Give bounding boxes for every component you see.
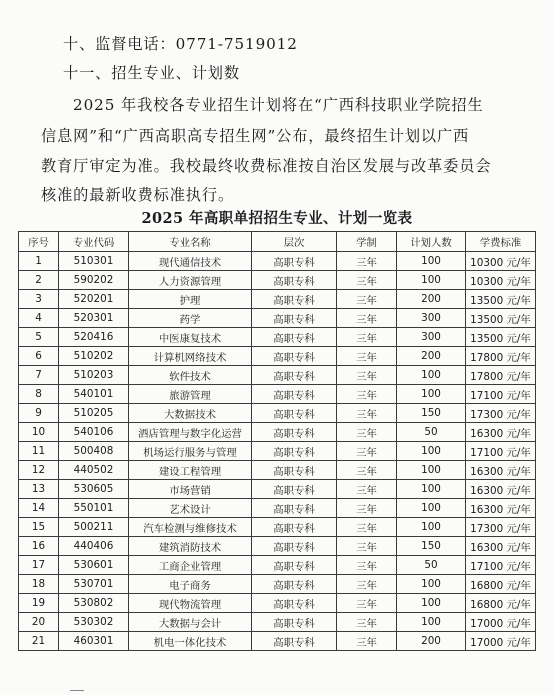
- cell-tuition: 17800 元/年: [466, 366, 536, 385]
- cell-tuition: 16800 元/年: [466, 575, 536, 594]
- cell-quota: 200: [397, 347, 466, 366]
- cell-duration: 三年: [337, 423, 397, 442]
- cell-index: 17: [19, 556, 59, 575]
- paragraph-line-4: 核准的最新收费标准执行。: [41, 186, 235, 204]
- cell-level: 高职专科: [252, 385, 337, 404]
- cell-tuition: 10300 元/年: [466, 252, 536, 271]
- header-tuition: 学费标准: [466, 232, 536, 252]
- cell-quota: 100: [397, 271, 466, 290]
- cell-duration: 三年: [337, 366, 397, 385]
- cell-duration: 三年: [337, 252, 397, 271]
- cell-major: 建设工程管理: [129, 461, 252, 480]
- cell-tuition: 17300 元/年: [466, 404, 536, 423]
- cell-quota: 300: [397, 328, 466, 347]
- table-row: [19, 423, 536, 442]
- cell-duration: 三年: [337, 537, 397, 556]
- cell-index: 8: [19, 385, 59, 404]
- cell-quota: 100: [397, 613, 466, 632]
- cell-level: 高职专科: [252, 423, 337, 442]
- cell-tuition: 17300 元/年: [466, 518, 536, 537]
- cell-quota: 150: [397, 537, 466, 556]
- cell-major: 艺术设计: [129, 499, 252, 518]
- cell-quota: 100: [397, 461, 466, 480]
- cell-major: 护理: [129, 290, 252, 309]
- cell-index: 13: [19, 480, 59, 499]
- cell-code: 540106: [59, 423, 129, 442]
- cell-duration: 三年: [337, 518, 397, 537]
- cell-level: 高职专科: [252, 290, 337, 309]
- table-row: [19, 366, 536, 385]
- cell-code: 510301: [59, 252, 129, 271]
- table-header-row: [19, 232, 536, 252]
- table-row: [19, 328, 536, 347]
- cell-code: 510205: [59, 404, 129, 423]
- cell-index: 6: [19, 347, 59, 366]
- cell-quota: 100: [397, 442, 466, 461]
- cell-index: 19: [19, 594, 59, 613]
- cell-tuition: 16300 元/年: [466, 480, 536, 499]
- table-row: [19, 499, 536, 518]
- cell-level: 高职专科: [252, 252, 337, 271]
- header-major: 专业名称: [129, 232, 252, 252]
- cell-major: 中医康复技术: [129, 328, 252, 347]
- paragraph-line-2: 信息网”和“广西高职高专招生网”公布，最终招生计划以广西: [41, 127, 470, 145]
- table-row: [19, 442, 536, 461]
- supervision-phone-line: 十、监督电话：0771-7519012: [63, 35, 298, 53]
- cell-quota: 100: [397, 252, 466, 271]
- cell-code: 520201: [59, 290, 129, 309]
- cell-major: 现代物流管理: [129, 594, 252, 613]
- cell-duration: 三年: [337, 461, 397, 480]
- cell-index: 21: [19, 632, 59, 651]
- cell-tuition: 17100 元/年: [466, 442, 536, 461]
- cell-level: 高职专科: [252, 271, 337, 290]
- cell-duration: 三年: [337, 442, 397, 461]
- cell-code: 460301: [59, 632, 129, 651]
- cell-tuition: 17100 元/年: [466, 385, 536, 404]
- cell-major: 现代通信技术: [129, 252, 252, 271]
- cell-tuition: 16300 元/年: [466, 423, 536, 442]
- cell-code: 440502: [59, 461, 129, 480]
- cell-major: 机场运行服务与管理: [129, 442, 252, 461]
- cell-major: 旅游管理: [129, 385, 252, 404]
- cell-quota: 100: [397, 366, 466, 385]
- cell-index: 7: [19, 366, 59, 385]
- cell-level: 高职专科: [252, 499, 337, 518]
- table-row: [19, 537, 536, 556]
- cell-tuition: 13500 元/年: [466, 309, 536, 328]
- cell-major: 大数据与会计: [129, 613, 252, 632]
- cell-tuition: 17000 元/年: [466, 613, 536, 632]
- table-row: [19, 290, 536, 309]
- cell-level: 高职专科: [252, 461, 337, 480]
- cell-level: 高职专科: [252, 480, 337, 499]
- cell-duration: 三年: [337, 309, 397, 328]
- cell-quota: 50: [397, 423, 466, 442]
- cell-level: 高职专科: [252, 404, 337, 423]
- cell-duration: 三年: [337, 328, 397, 347]
- footer-rule: [70, 690, 84, 691]
- cell-index: 4: [19, 309, 59, 328]
- cell-level: 高职专科: [252, 442, 337, 461]
- cell-duration: 三年: [337, 404, 397, 423]
- cell-tuition: 17100 元/年: [466, 556, 536, 575]
- cell-code: 530802: [59, 594, 129, 613]
- table-row: [19, 632, 536, 651]
- cell-index: 3: [19, 290, 59, 309]
- cell-quota: 100: [397, 594, 466, 613]
- table-row: [19, 385, 536, 404]
- cell-index: 14: [19, 499, 59, 518]
- cell-level: 高职专科: [252, 594, 337, 613]
- cell-level: 高职专科: [252, 518, 337, 537]
- cell-tuition: 17800 元/年: [466, 347, 536, 366]
- cell-quota: 100: [397, 499, 466, 518]
- cell-index: 10: [19, 423, 59, 442]
- cell-major: 酒店管理与数字化运营: [129, 423, 252, 442]
- paragraph-line-1: 2025 年我校各专业招生计划将在“广西科技职业学院招生: [73, 96, 484, 114]
- cell-tuition: 17000 元/年: [466, 632, 536, 651]
- cell-code: 550101: [59, 499, 129, 518]
- cell-quota: 100: [397, 518, 466, 537]
- cell-code: 540101: [59, 385, 129, 404]
- cell-level: 高职专科: [252, 575, 337, 594]
- cell-tuition: 16300 元/年: [466, 461, 536, 480]
- cell-quota: 150: [397, 404, 466, 423]
- cell-code: 530605: [59, 480, 129, 499]
- cell-quota: 100: [397, 480, 466, 499]
- table-row: [19, 575, 536, 594]
- table-row: [19, 347, 536, 366]
- paragraph-line-3: 教育厅审定为准。我校最终收费标准按自治区发展与改革委员会: [41, 157, 492, 175]
- header-quota: 计划人数: [397, 232, 466, 252]
- table-row: [19, 404, 536, 423]
- cell-level: 高职专科: [252, 632, 337, 651]
- cell-tuition: 16300 元/年: [466, 499, 536, 518]
- cell-major: 软件技术: [129, 366, 252, 385]
- cell-code: 530701: [59, 575, 129, 594]
- table-row: [19, 518, 536, 537]
- cell-tuition: 10300 元/年: [466, 271, 536, 290]
- cell-tuition: 16800 元/年: [466, 594, 536, 613]
- cell-code: 590202: [59, 271, 129, 290]
- cell-level: 高职专科: [252, 328, 337, 347]
- cell-quota: 200: [397, 632, 466, 651]
- section-heading-enrollment: 十一、招生专业、计划数: [63, 64, 240, 82]
- cell-level: 高职专科: [252, 347, 337, 366]
- cell-index: 20: [19, 613, 59, 632]
- cell-major: 计算机网络技术: [129, 347, 252, 366]
- cell-major: 建筑消防技术: [129, 537, 252, 556]
- cell-major: 工商企业管理: [129, 556, 252, 575]
- cell-code: 510202: [59, 347, 129, 366]
- cell-duration: 三年: [337, 271, 397, 290]
- cell-major: 大数据技术: [129, 404, 252, 423]
- cell-code: 500211: [59, 518, 129, 537]
- table-row: [19, 613, 536, 632]
- cell-code: 510203: [59, 366, 129, 385]
- cell-index: 9: [19, 404, 59, 423]
- cell-index: 11: [19, 442, 59, 461]
- enrollment-plan-table: [18, 231, 536, 651]
- cell-tuition: 13500 元/年: [466, 290, 536, 309]
- cell-index: 12: [19, 461, 59, 480]
- cell-code: 530601: [59, 556, 129, 575]
- table-row: [19, 480, 536, 499]
- cell-level: 高职专科: [252, 613, 337, 632]
- cell-level: 高职专科: [252, 366, 337, 385]
- header-index: 序号: [19, 232, 59, 252]
- cell-duration: 三年: [337, 556, 397, 575]
- cell-duration: 三年: [337, 480, 397, 499]
- header-duration: 学制: [337, 232, 397, 252]
- cell-major: 药学: [129, 309, 252, 328]
- table-row: [19, 461, 536, 480]
- cell-code: 520416: [59, 328, 129, 347]
- cell-index: 15: [19, 518, 59, 537]
- cell-duration: 三年: [337, 385, 397, 404]
- cell-major: 机电一体化技术: [129, 632, 252, 651]
- cell-index: 16: [19, 537, 59, 556]
- cell-duration: 三年: [337, 632, 397, 651]
- cell-level: 高职专科: [252, 309, 337, 328]
- cell-major: 市场营销: [129, 480, 252, 499]
- cell-code: 440406: [59, 537, 129, 556]
- table-row: [19, 271, 536, 290]
- cell-level: 高职专科: [252, 556, 337, 575]
- cell-duration: 三年: [337, 575, 397, 594]
- header-level: 层次: [252, 232, 337, 252]
- cell-index: 5: [19, 328, 59, 347]
- cell-code: 530302: [59, 613, 129, 632]
- cell-duration: 三年: [337, 290, 397, 309]
- table-row: [19, 594, 536, 613]
- cell-major: 电子商务: [129, 575, 252, 594]
- cell-major: 人力资源管理: [129, 271, 252, 290]
- cell-quota: 100: [397, 385, 466, 404]
- cell-code: 500408: [59, 442, 129, 461]
- cell-quota: 300: [397, 309, 466, 328]
- cell-index: 1: [19, 252, 59, 271]
- cell-index: 2: [19, 271, 59, 290]
- table-row: [19, 309, 536, 328]
- cell-duration: 三年: [337, 613, 397, 632]
- cell-quota: 100: [397, 575, 466, 594]
- table-row: [19, 252, 536, 271]
- header-code: 专业代码: [59, 232, 129, 252]
- cell-tuition: 13500 元/年: [466, 328, 536, 347]
- cell-quota: 50: [397, 556, 466, 575]
- cell-duration: 三年: [337, 499, 397, 518]
- table-title: 2025 年高职单招招生专业、计划一览表: [141, 210, 413, 227]
- table-body: [19, 252, 536, 651]
- cell-level: 高职专科: [252, 537, 337, 556]
- cell-code: 520301: [59, 309, 129, 328]
- cell-quota: 200: [397, 290, 466, 309]
- cell-duration: 三年: [337, 594, 397, 613]
- cell-index: 18: [19, 575, 59, 594]
- cell-tuition: 16300 元/年: [466, 537, 536, 556]
- table-row: [19, 556, 536, 575]
- cell-major: 汽车检测与维修技术: [129, 518, 252, 537]
- cell-duration: 三年: [337, 347, 397, 366]
